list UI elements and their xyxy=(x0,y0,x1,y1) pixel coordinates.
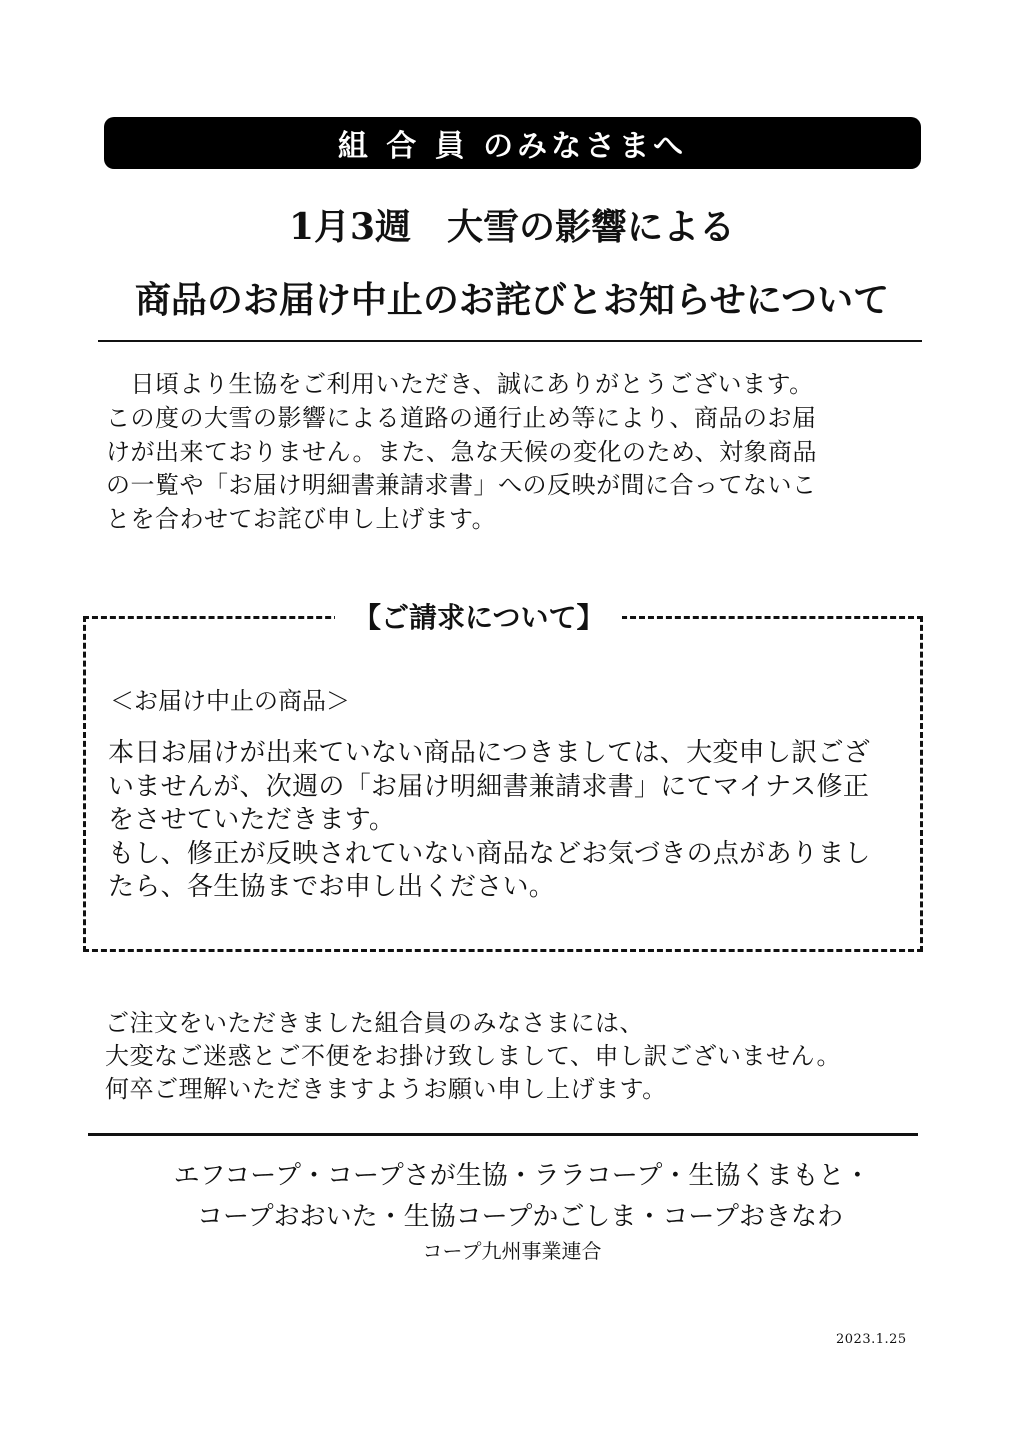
intro-paragraph xyxy=(106,368,817,537)
organizations-line-2: コープおおいた・生協コープかごしま・コープおきなわ xyxy=(196,1202,844,1232)
intro-line: とを合わせてお詫び申し上げます。 xyxy=(106,505,497,534)
intro-line: けが出来ておりません。また、急な天候の変化のため、対象商品 xyxy=(106,437,817,466)
closing-line: 何卒ご理解いただきますようお願い申し上げます。 xyxy=(105,1075,667,1103)
intro-line: この度の大雪の影響による道路の通行止め等により、商品のお届 xyxy=(106,403,817,432)
federation-name: コープ九州事業連合 xyxy=(422,1239,602,1263)
billing-line: いませんが、次週の「お届け明細書兼請求書」にてマイナス修正 xyxy=(108,771,870,802)
issue-date: 2023.1.25 xyxy=(836,1332,907,1347)
billing-line: 本日お届けが出来ていない商品につきましては、大変申し訳ござ xyxy=(108,738,871,768)
intro-line: の一覧や「お届け明細書兼請求書」への反映が間に合ってないこ xyxy=(106,471,817,500)
billing-line: もし、修正が反映されていない商品などお気づきの点がありまし xyxy=(108,838,871,869)
billing-paragraph xyxy=(108,737,871,905)
notice-title-line-1: 1月3週 大雪の影響による xyxy=(288,206,736,248)
closing-paragraph xyxy=(105,1007,841,1106)
billing-heading: 【ご請求について】 xyxy=(335,596,622,636)
billing-line: をさせていただきます。 xyxy=(108,805,396,835)
footer-divider xyxy=(88,1133,918,1136)
organizations-line-1: エフコープ・コープさが生協・ララコープ・生協くまもと・ xyxy=(173,1161,871,1191)
notice-banner: 組 合 員 のみなさまへ xyxy=(104,117,921,169)
cancelled-items-heading: ＜お届け中止の商品＞ xyxy=(110,687,350,715)
intro-line: 日頃より生協をご利用いただき、誠にありがとうございます。 xyxy=(106,370,814,398)
closing-line: 大変なご迷惑とご不便をお掛け致しまして、申し訳ございません。 xyxy=(105,1042,841,1070)
notice-title-line-2: 商品のお届け中止のお詫びとお知らせについて xyxy=(134,279,890,321)
billing-line: たら、各生協までお申し出ください。 xyxy=(108,872,556,902)
closing-line: ご注文をいただきました組合員のみなさまには、 xyxy=(105,1009,644,1037)
title-divider xyxy=(98,340,922,342)
